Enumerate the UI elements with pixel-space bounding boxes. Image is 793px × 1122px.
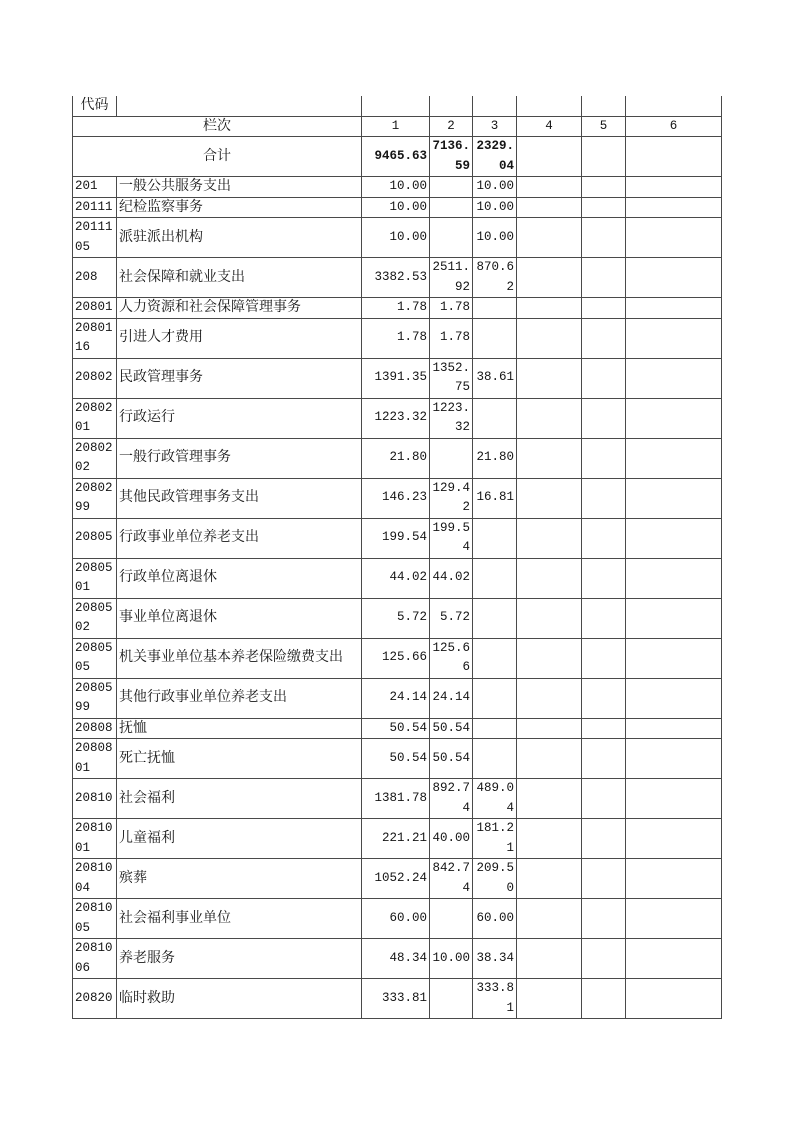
code-cell: 20820	[73, 979, 117, 1019]
name-cell: 其他民政管理事务支出	[117, 478, 362, 518]
col2-cell: 892.74	[430, 779, 473, 819]
table-row	[73, 979, 722, 1019]
col4-cell	[517, 678, 582, 718]
col1-cell: 24.14	[362, 678, 430, 718]
col5-cell	[582, 318, 626, 358]
col6-cell	[626, 438, 722, 478]
col6-cell	[626, 258, 722, 298]
code-cell: 20801	[73, 298, 117, 319]
col4-cell	[517, 358, 582, 398]
col4-cell	[517, 197, 582, 218]
name-cell: 一般公共服务支出	[117, 177, 362, 198]
name-cell: 其他行政事业单位养老支出	[117, 678, 362, 718]
col2-cell	[430, 899, 473, 939]
col4-cell	[517, 638, 582, 678]
name-cell: 抚恤	[117, 718, 362, 739]
col3-cell	[473, 298, 517, 319]
col2-cell: 50.54	[430, 739, 473, 779]
code-cell: 2011105	[73, 218, 117, 258]
col2-cell: 44.02	[430, 558, 473, 598]
col4-cell	[517, 558, 582, 598]
table-row	[73, 438, 722, 478]
col3-cell: 38.61	[473, 358, 517, 398]
col1-cell: 60.00	[362, 899, 430, 939]
col6-cell	[626, 899, 722, 939]
col4-cell	[517, 779, 582, 819]
column-index-2: 2	[430, 116, 473, 137]
col2-cell: 2511.92	[430, 258, 473, 298]
col5-cell	[582, 598, 626, 638]
col3-cell: 38.34	[473, 939, 517, 979]
total-col1: 9465.63	[362, 137, 430, 177]
col1-cell: 333.81	[362, 979, 430, 1019]
col4-cell	[517, 398, 582, 438]
total-col3: 2329.04	[473, 137, 517, 177]
col1-cell: 1.78	[362, 298, 430, 319]
code-cell: 201	[73, 177, 117, 198]
code-cell: 208	[73, 258, 117, 298]
col3-cell: 181.21	[473, 819, 517, 859]
col5-cell	[582, 438, 626, 478]
col3-cell: 60.00	[473, 899, 517, 939]
col6-cell	[626, 298, 722, 319]
col6-cell	[626, 177, 722, 198]
name-cell: 引进人才费用	[117, 318, 362, 358]
total-col4	[517, 137, 582, 177]
col1-cell: 1052.24	[362, 859, 430, 899]
code-cell: 2081004	[73, 859, 117, 899]
col2-cell	[430, 979, 473, 1019]
col6-cell	[626, 859, 722, 899]
col6-cell	[626, 558, 722, 598]
col3-cell	[473, 739, 517, 779]
col5-header-cell	[582, 96, 626, 116]
code-cell: 2081001	[73, 819, 117, 859]
col2-cell: 1352.75	[430, 358, 473, 398]
col3-cell	[473, 678, 517, 718]
col3-cell	[473, 598, 517, 638]
code-cell: 2080502	[73, 598, 117, 638]
col1-cell: 146.23	[362, 478, 430, 518]
col2-cell: 199.54	[430, 518, 473, 558]
col5-cell	[582, 518, 626, 558]
col1-cell: 1381.78	[362, 779, 430, 819]
col5-cell	[582, 398, 626, 438]
col3-cell	[473, 398, 517, 438]
col6-header-cell	[626, 96, 722, 116]
table-row	[73, 218, 722, 258]
code-cell: 20802	[73, 358, 117, 398]
code-cell: 20810	[73, 779, 117, 819]
col4-cell	[517, 218, 582, 258]
col2-cell: 842.74	[430, 859, 473, 899]
col2-cell: 125.66	[430, 638, 473, 678]
table-row	[73, 899, 722, 939]
col5-cell	[582, 218, 626, 258]
code-cell: 2080801	[73, 739, 117, 779]
table-row	[73, 258, 722, 298]
col6-cell	[626, 638, 722, 678]
col3-cell	[473, 558, 517, 598]
col4-cell	[517, 438, 582, 478]
table-row	[73, 298, 722, 319]
col4-cell	[517, 298, 582, 319]
table-row	[73, 718, 722, 739]
col5-cell	[582, 739, 626, 779]
col4-cell	[517, 177, 582, 198]
col4-cell	[517, 478, 582, 518]
col6-cell	[626, 979, 722, 1019]
column-index-1: 1	[362, 116, 430, 137]
col3-header-cell	[473, 96, 517, 116]
name-cell: 行政单位离退休	[117, 558, 362, 598]
col1-cell: 125.66	[362, 638, 430, 678]
col5-cell	[582, 197, 626, 218]
col5-cell	[582, 177, 626, 198]
col3-cell	[473, 638, 517, 678]
code-cell: 20805	[73, 518, 117, 558]
table-row	[73, 939, 722, 979]
col4-cell	[517, 979, 582, 1019]
col6-cell	[626, 718, 722, 739]
name-cell: 社会保障和就业支出	[117, 258, 362, 298]
col6-cell	[626, 478, 722, 518]
code-header-cell: 代码	[73, 96, 117, 116]
table-row	[73, 398, 722, 438]
code-cell: 20111	[73, 197, 117, 218]
col2-cell: 1.78	[430, 318, 473, 358]
name-cell: 人力资源和社会保障管理事务	[117, 298, 362, 319]
column-index-5: 5	[582, 116, 626, 137]
name-cell: 儿童福利	[117, 819, 362, 859]
col6-cell	[626, 819, 722, 859]
col1-cell: 50.54	[362, 718, 430, 739]
expenditure-table	[72, 96, 722, 1019]
name-cell: 派驻派出机构	[117, 218, 362, 258]
name-cell: 死亡抚恤	[117, 739, 362, 779]
total-col2: 7136.59	[430, 137, 473, 177]
table-row	[73, 358, 722, 398]
name-cell: 行政运行	[117, 398, 362, 438]
col6-cell	[626, 779, 722, 819]
col2-cell: 10.00	[430, 939, 473, 979]
col2-cell: 50.54	[430, 718, 473, 739]
col3-cell	[473, 518, 517, 558]
code-cell: 20808	[73, 718, 117, 739]
col5-cell	[582, 718, 626, 739]
name-cell: 一般行政管理事务	[117, 438, 362, 478]
col1-cell: 10.00	[362, 218, 430, 258]
col4-cell	[517, 819, 582, 859]
col3-cell: 870.62	[473, 258, 517, 298]
col6-cell	[626, 518, 722, 558]
code-cell: 2081005	[73, 899, 117, 939]
col5-cell	[582, 779, 626, 819]
col1-cell: 21.80	[362, 438, 430, 478]
col5-cell	[582, 358, 626, 398]
name-header-cell	[117, 96, 362, 116]
table-row	[73, 478, 722, 518]
col5-cell	[582, 558, 626, 598]
name-cell: 殡葬	[117, 859, 362, 899]
name-cell: 事业单位离退休	[117, 598, 362, 638]
col1-header-cell	[362, 96, 430, 116]
col2-cell: 24.14	[430, 678, 473, 718]
col1-cell: 1391.35	[362, 358, 430, 398]
col6-cell	[626, 197, 722, 218]
col1-cell: 5.72	[362, 598, 430, 638]
col6-cell	[626, 739, 722, 779]
col4-cell	[517, 899, 582, 939]
col5-cell	[582, 258, 626, 298]
col5-cell	[582, 819, 626, 859]
col3-cell: 10.00	[473, 177, 517, 198]
col4-cell	[517, 318, 582, 358]
col6-cell	[626, 678, 722, 718]
col5-cell	[582, 478, 626, 518]
col3-cell: 10.00	[473, 197, 517, 218]
total-label: 合计	[73, 137, 362, 177]
name-cell: 临时救助	[117, 979, 362, 1019]
col3-cell: 16.81	[473, 478, 517, 518]
col3-cell	[473, 718, 517, 739]
name-cell: 纪检监察事务	[117, 197, 362, 218]
col4-cell	[517, 518, 582, 558]
table-row	[73, 739, 722, 779]
name-cell: 养老服务	[117, 939, 362, 979]
code-cell: 2080299	[73, 478, 117, 518]
col6-cell	[626, 318, 722, 358]
column-index-label: 栏次	[73, 116, 362, 137]
total-col5	[582, 137, 626, 177]
col1-cell: 50.54	[362, 739, 430, 779]
total-row	[73, 137, 722, 177]
col1-cell: 3382.53	[362, 258, 430, 298]
total-col6	[626, 137, 722, 177]
col3-cell: 21.80	[473, 438, 517, 478]
col6-cell	[626, 218, 722, 258]
name-cell: 社会福利事业单位	[117, 899, 362, 939]
col1-cell: 221.21	[362, 819, 430, 859]
col1-cell: 1223.32	[362, 398, 430, 438]
col2-cell	[430, 218, 473, 258]
table-row	[73, 678, 722, 718]
col3-cell: 10.00	[473, 218, 517, 258]
col4-cell	[517, 939, 582, 979]
code-cell: 2080116	[73, 318, 117, 358]
col4-cell	[517, 718, 582, 739]
col4-cell	[517, 258, 582, 298]
col4-cell	[517, 598, 582, 638]
col5-cell	[582, 899, 626, 939]
table-row	[73, 819, 722, 859]
col5-cell	[582, 678, 626, 718]
col1-cell: 10.00	[362, 177, 430, 198]
table-row	[73, 558, 722, 598]
col2-cell: 1223.32	[430, 398, 473, 438]
col6-cell	[626, 939, 722, 979]
col5-cell	[582, 979, 626, 1019]
col6-cell	[626, 398, 722, 438]
column-index-3: 3	[473, 116, 517, 137]
col3-cell: 333.81	[473, 979, 517, 1019]
name-cell: 社会福利	[117, 779, 362, 819]
col3-cell	[473, 318, 517, 358]
col5-cell	[582, 859, 626, 899]
col5-cell	[582, 638, 626, 678]
code-cell: 2080505	[73, 638, 117, 678]
col2-cell: 129.42	[430, 478, 473, 518]
table-row	[73, 638, 722, 678]
code-cell: 2080202	[73, 438, 117, 478]
header-code-row	[73, 96, 722, 116]
name-cell: 行政事业单位养老支出	[117, 518, 362, 558]
col2-cell	[430, 438, 473, 478]
col3-cell: 209.50	[473, 859, 517, 899]
column-index-6: 6	[626, 116, 722, 137]
col2-header-cell	[430, 96, 473, 116]
table-row	[73, 177, 722, 198]
column-index-row	[73, 116, 722, 137]
name-cell: 机关事业单位基本养老保险缴费支出	[117, 638, 362, 678]
col2-cell	[430, 177, 473, 198]
table-row	[73, 197, 722, 218]
table-row	[73, 518, 722, 558]
col4-cell	[517, 859, 582, 899]
col4-header-cell	[517, 96, 582, 116]
table-row	[73, 779, 722, 819]
col3-cell: 489.04	[473, 779, 517, 819]
table-row	[73, 318, 722, 358]
col5-cell	[582, 298, 626, 319]
col4-cell	[517, 739, 582, 779]
col6-cell	[626, 598, 722, 638]
col1-cell: 44.02	[362, 558, 430, 598]
col6-cell	[626, 358, 722, 398]
code-cell: 2080599	[73, 678, 117, 718]
col1-cell: 48.34	[362, 939, 430, 979]
code-cell: 2081006	[73, 939, 117, 979]
col2-cell: 40.00	[430, 819, 473, 859]
col2-cell: 5.72	[430, 598, 473, 638]
column-index-4: 4	[517, 116, 582, 137]
name-cell: 民政管理事务	[117, 358, 362, 398]
col5-cell	[582, 939, 626, 979]
col1-cell: 199.54	[362, 518, 430, 558]
col1-cell: 10.00	[362, 197, 430, 218]
col2-cell: 1.78	[430, 298, 473, 319]
code-cell: 2080501	[73, 558, 117, 598]
table-row	[73, 598, 722, 638]
col1-cell: 1.78	[362, 318, 430, 358]
table-row	[73, 859, 722, 899]
code-cell: 2080201	[73, 398, 117, 438]
col2-cell	[430, 197, 473, 218]
